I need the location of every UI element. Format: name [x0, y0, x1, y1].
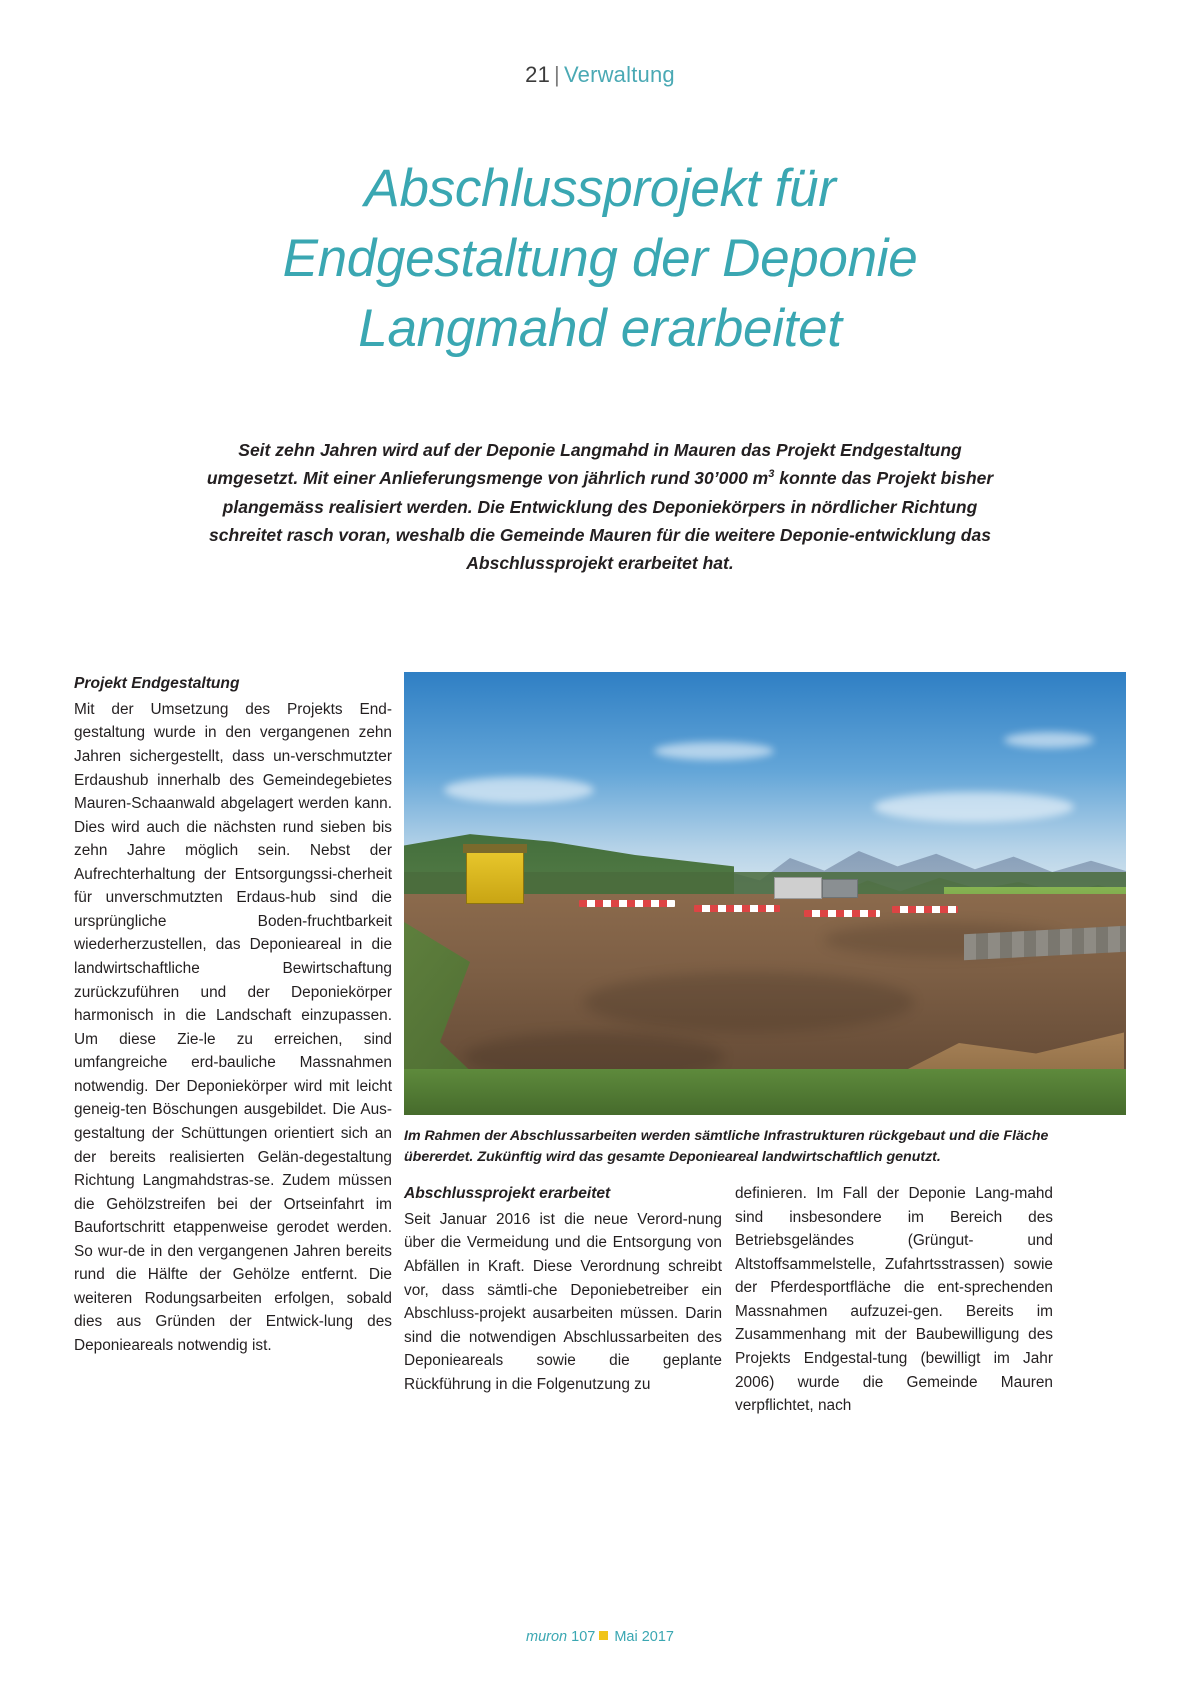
- lead-superscript: 3: [768, 468, 775, 481]
- column-right-text: definieren. Im Fall der Deponie Lang-mahd sind insbesondere im Bereich des Betriebsgeländes (Grüngut- und Altstoffsammelstelle, Zufahrtsstrassen) sowie der Pferdesportfläche die ent-sprechenden Massnahmen aufzuzei-gen. Bereits im Zusammenhang mit der Baubewilligung des Projekts Endgestal-tung (bewilligt im Jahr 2006) wurde die Gemeinde Mauren verpflichtet, nach: [735, 1185, 1053, 1415]
- column-left-heading: Projekt Endgestaltung: [74, 675, 240, 692]
- site-shed-secondary: [822, 879, 858, 898]
- traffic-barrier: [694, 905, 780, 912]
- cloud-icon: [444, 777, 594, 803]
- footer-date: Mai 2017: [614, 1629, 674, 1645]
- header-page-number: 21: [525, 62, 551, 87]
- grass-foreground: [404, 1069, 1126, 1115]
- lead-text-a: Seit zehn Jahren wird auf der Deponie Langmahd in Mauren das Projekt Endgestaltung umgesetzt. Mit einer Anlieferungsmenge von jährlich rund 30’000 m: [206, 439, 962, 489]
- photo-block: [404, 672, 1126, 1168]
- column-left-text: Mit der Umsetzung des Projekts End-gestaltung wurde in den vergangenen zehn Jahren sichergestellt, dass un-verschmutzter Erdaushub innerhalb des Gemeindegebietes Mauren-Schaanwald abgelagert werden kann. Dies wird auch die nächsten rund sieben bis zehn Jahre möglich sein. Nebst der Aufrechterhaltung der Entsorgungssi-cherheit für unverschmutzten Erdaus-hub sind die ursprüngliche Boden-fruchtbarkeit wiederherzustellen, das Deponieareal in die landwirtschaftliche Bewirtschaftung zurückzuführen und der Deponiekörper harmonisch in die Landschaft einzupassen. Um diese Zie-le zu erreichen, sind umfangreiche erd-bauliche Massnahmen notwendig. Der Deponiekörper wird mit leicht geneig-ten Böschungen ausgebildet. Die Aus-gestaltung der Schüttungen orientiert sich an der bereits realisierten Gelän-degestaltung Richtung Langmahdstras-se. Zudem müssen die Gehölzstreifen bei der Ortseinfahrt im Baufortschritt etappenweise gerodet werden. So wur-de in den vergangenen Jahren bereits rund die Hälfte der Gehölze entfernt. Die weiteren Rodungsarbeiten erfolgen, sobald dies aus Gründen der Entwick-lung des Deponieareals notwendig ist.: [74, 700, 392, 1355]
- header-section-label: Verwaltung: [563, 62, 675, 87]
- column-middle-heading: Abschlussprojekt erarbeitet: [404, 1185, 611, 1202]
- dirt-patch: [584, 972, 914, 1032]
- column-left: [74, 672, 392, 1358]
- footer-issue: 107: [571, 1629, 596, 1645]
- lead-text-b: konnte das Projekt bisher plangemäss realisiert werden. Die Entwicklung des Deponiekörpers in nördlicher Richtung schreitet rasch voran, weshalb die Gemeinde Mauren für die weitere Deponie-entwicklung das Abschlussprojekt erarbeitet hat.: [209, 468, 994, 574]
- page-header: [0, 0, 1200, 88]
- traffic-barrier: [804, 910, 880, 917]
- traffic-barrier: [579, 900, 675, 907]
- page-footer: [0, 1629, 1200, 1645]
- traffic-barrier: [892, 906, 958, 913]
- header-separator: |: [554, 62, 560, 87]
- yellow-container: [466, 850, 524, 904]
- column-middle: [404, 1182, 722, 1396]
- site-shed: [774, 877, 822, 899]
- footer-square-icon: [599, 1631, 608, 1640]
- footer-publication: muron: [526, 1629, 568, 1645]
- column-middle-text: Seit Januar 2016 ist die neue Verord-nung über die Vermeidung und die Entsorgung von Abfällen in Kraft. Diese Verordnung schreibt vor, dass sämtli-che Deponiebetreiber ein Abschluss-projekt ausarbeiten müssen. Darin sind die notwendigen Abschlussarbeiten des Deponieareals sowie die geplante Rückführung in die Folgenutzung zu: [404, 1210, 722, 1393]
- lead-paragraph: [205, 436, 995, 578]
- cloud-icon: [654, 742, 774, 760]
- column-right: [735, 1182, 1053, 1418]
- landscape-photo: [404, 672, 1126, 1115]
- cloud-icon: [874, 792, 1074, 822]
- page-title: Abschlussprojekt für Endgestaltung der Deponie Langmahd erarbeitet: [282, 159, 918, 358]
- photo-caption: Im Rahmen der Abschlussarbeiten werden sämtliche Infrastrukturen rückgebaut und die Fläche übererdet. Zukünftig wird das gesamte Deponieareal landwirtschaftlich genutzt.: [404, 1128, 1049, 1166]
- cloud-icon: [1004, 732, 1094, 748]
